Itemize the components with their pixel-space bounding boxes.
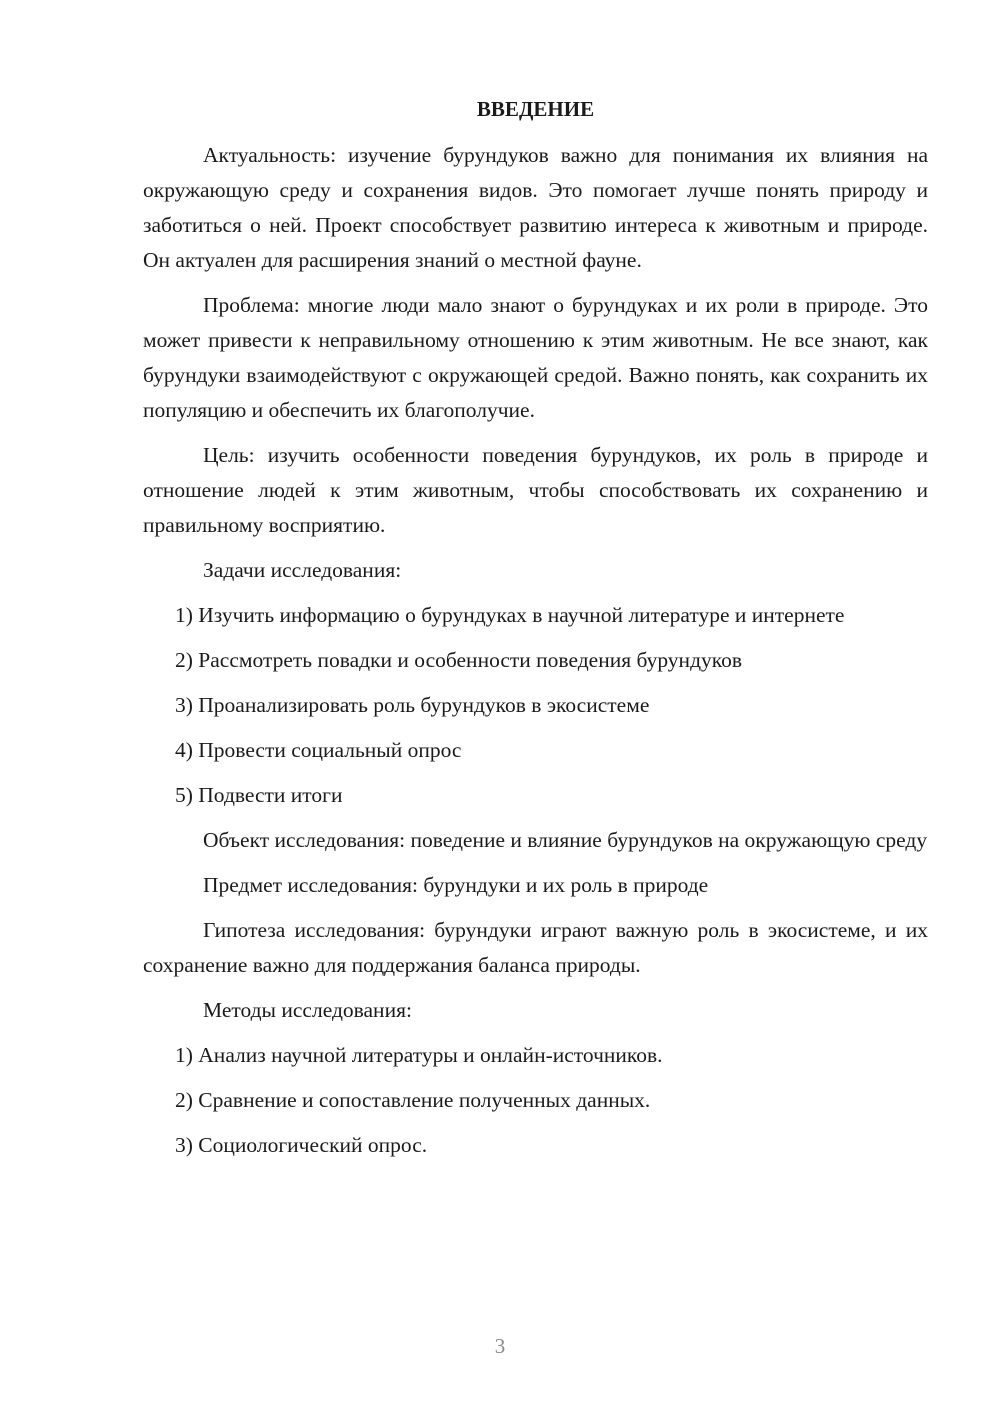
methods-heading: Методы исследования: bbox=[203, 998, 412, 1022]
problem-paragraph: Проблема: многие люди мало знают о бурундуках и их роли в природе. Это может привести к неправильному отношению к этим животным. Не все знают, как бурундуки взаимодействуют с окружающей средой. Важно понять, как сохранить их популяцию и обеспечить их благополучие. bbox=[143, 293, 928, 422]
page-number: 3 bbox=[494, 1334, 506, 1358]
goal-paragraph: Цель: изучить особенности поведения бурундуков, их роль в природе и отношение людей к этим животным, чтобы способствовать их сохранению и правильному восприятию. bbox=[143, 443, 928, 537]
object-paragraph: Объект исследования: поведение и влияние бурундуков на окружающую среду bbox=[203, 828, 928, 852]
task-item: 5) Подвести итоги bbox=[175, 783, 343, 807]
task-item: 3) Проанализировать роль бурундуков в экосистеме bbox=[175, 693, 650, 717]
task-item: 2) Рассмотреть повадки и особенности поведения бурундуков bbox=[175, 648, 743, 672]
task-item: 1) Изучить информацию о бурундуках в научной литературе и интернете bbox=[175, 603, 845, 627]
task-item: 4) Провести социальный опрос bbox=[175, 738, 462, 762]
method-item: 1) Анализ научной литературы и онлайн-источников. bbox=[175, 1043, 663, 1067]
section-title: ВВЕДЕНИЕ bbox=[476, 97, 595, 121]
subject-paragraph: Предмет исследования: бурундуки и их роль в природе bbox=[203, 873, 709, 897]
document-page bbox=[143, 92, 928, 1173]
relevance-paragraph: Актуальность: изучение бурундуков важно для понимания их влияния на окружающую среду и сохранения видов. Это помогает лучше понять природу и заботиться о ней. Проект способствует развитию интереса к животным и природе. Он актуален для расширения знаний о местной фауне. bbox=[143, 143, 928, 272]
tasks-heading: Задачи исследования: bbox=[203, 558, 402, 582]
hypothesis-paragraph: Гипотеза исследования: бурундуки играют важную роль в экосистеме, и их сохранение важно для поддержания баланса природы. bbox=[143, 918, 928, 977]
method-item: 3) Социологический опрос. bbox=[175, 1133, 428, 1157]
method-item: 2) Сравнение и сопоставление полученных данных. bbox=[175, 1088, 651, 1112]
